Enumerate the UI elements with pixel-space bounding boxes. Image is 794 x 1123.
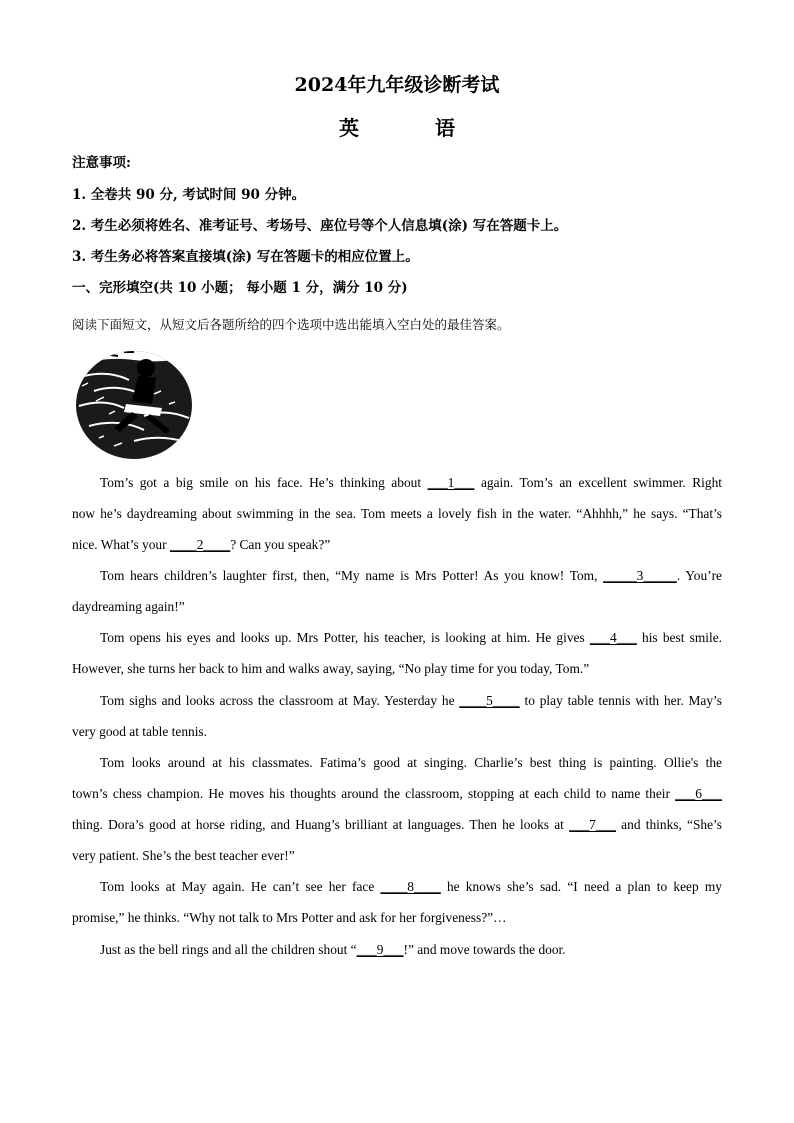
note-item-1: 1. 全卷共 90 分, 考试时间 90 分钟。 — [72, 187, 306, 203]
blank-3: _____3_____ — [603, 568, 677, 583]
passage-paragraph-2 — [72, 560, 722, 622]
passage-text: ? Can you speak?” — [230, 537, 331, 552]
passage-text: Tom sighs and looks across the classroom at May. Yesterday he — [100, 693, 460, 708]
blank-6: ___6___ — [675, 786, 722, 801]
note-item-3: 3. 考生务必将答案直接填(涂) 写在答题卡的相应位置上。 — [72, 249, 419, 265]
passage-paragraph-1 — [72, 467, 722, 560]
exam-title: 2024年九年级诊断考试 — [294, 74, 500, 96]
passage-text: Tom opens his eyes and looks up. Mrs Potter, his teacher, is looking at him. He gives — [100, 630, 590, 645]
passage-text: very patient. She’s the best teacher ever!” — [72, 848, 295, 863]
passage-text: . You’re — [676, 568, 723, 583]
passage-text: again. Tom’s an excellent swimmer. Right — [474, 475, 722, 490]
passage-text: Tom looks around at his classmates. Fatima’s good at singing. Charlie’s best thing is painting. Ollie's the — [100, 755, 722, 770]
passage-text: to play table tennis with her. May’s — [519, 693, 722, 708]
passage-paragraph-4 — [72, 685, 722, 747]
blank-8: ____8____ — [380, 879, 441, 894]
passage-text: town’s chess champion. He moves his thoughts around the classroom, stopping at each child to name their — [72, 786, 676, 801]
passage-text: his best smile. — [636, 630, 723, 645]
passage-text: However, she turns her back to him and walks away, saying, “No play time for you today, Tom.” — [72, 661, 590, 676]
passage-paragraph-5 — [72, 747, 722, 871]
passage-text: very good at table tennis. — [72, 724, 207, 739]
reading-child-illustration — [74, 346, 194, 460]
passage-text: thing. Dora’s good at horse riding, and Huang’s brilliant at languages. Then he looks at — [72, 817, 570, 832]
passage-text: !” and move towards the door. — [403, 942, 566, 957]
blank-5: ____5____ — [459, 693, 520, 708]
blank-4: ___4___ — [589, 630, 637, 645]
passage-text: nice. What’s your — [72, 537, 170, 552]
section-instruction: 阅读下面短文，从短文后各题所给的四个选项中选出能填入空白处的最佳答案。 — [72, 317, 510, 332]
note-item-2: 2. 考生必须将姓名、准考证号、考场号、座位号等个人信息填(涂) 写在答题卡上。 — [72, 218, 568, 234]
passage-text: promise,” he thinks. “Why not talk to Mrs Potter and ask for her forgiveness?”… — [72, 910, 507, 925]
blank-7: ___7___ — [569, 817, 616, 832]
passage-text: now he’s daydreaming about swimming in the sea. Tom meets a lovely fish in the water. “Ahhhh,” he says. “That’s — [72, 506, 722, 521]
passage-paragraph-6 — [72, 871, 722, 933]
passage-paragraph-3 — [72, 622, 722, 684]
subject-title: 英 语 — [339, 116, 483, 140]
passage-paragraph-7 — [72, 934, 722, 965]
passage-text: daydreaming again!” — [72, 599, 185, 614]
section-heading: 一、完形填空(共 10 小题； 每小题 1 分，满分 10 分) — [72, 280, 408, 296]
passage-text: Tom’s got a big smile on his face. He’s thinking about — [100, 475, 428, 490]
blank-1: ___1___ — [427, 475, 475, 490]
passage-text: and thinks, “She’s — [615, 817, 722, 832]
blank-9: ___9___ — [356, 942, 404, 957]
passage-text: Just as the bell rings and all the children shout “ — [100, 942, 357, 957]
passage-text: Tom hears children’s laughter first, then, “My name is Mrs Potter! As you know! Tom, — [100, 568, 604, 583]
blank-2: ____2____ — [169, 537, 231, 552]
passage-text: Tom looks at May again. He can’t see her face — [100, 879, 381, 894]
notes-heading: 注意事项: — [72, 155, 131, 171]
passage-text: he knows she’s sad. “I need a plan to keep my — [440, 879, 723, 894]
